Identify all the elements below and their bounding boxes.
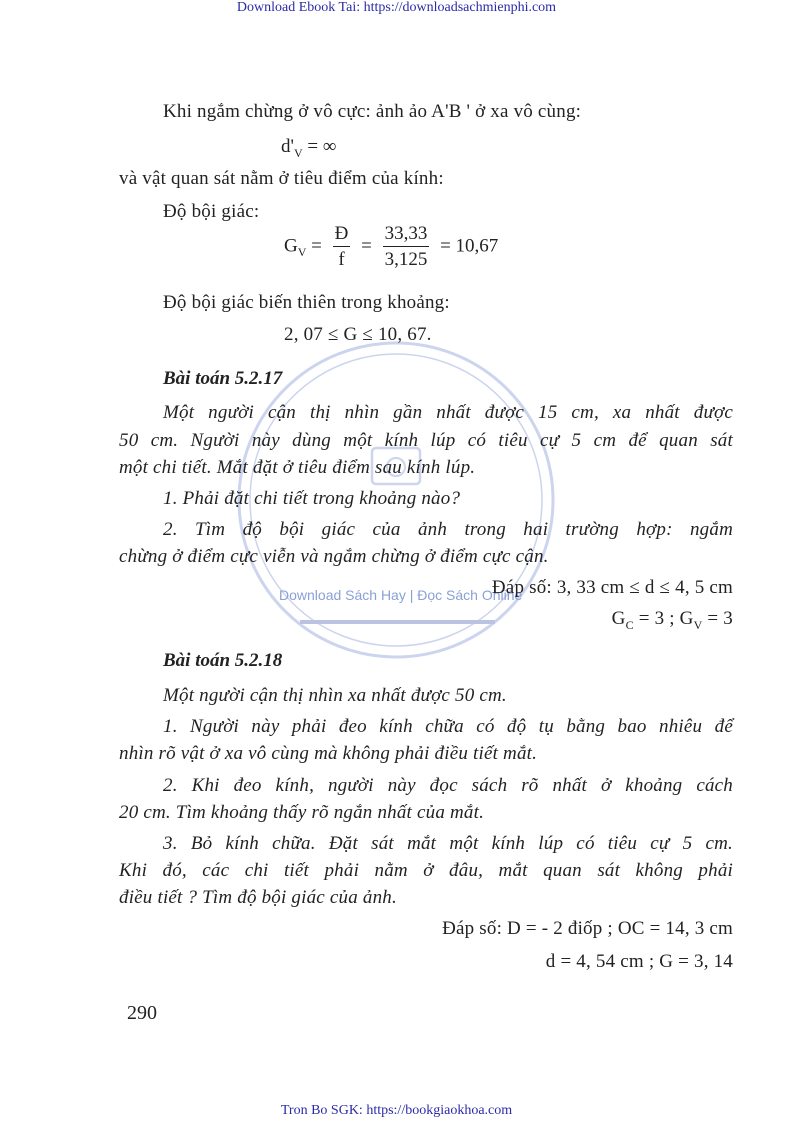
p17-line-4: 1. Phải đặt chi tiết trong khoảng nào? <box>163 488 461 509</box>
p18-line-2: 1. Người này phải đeo kính chữa có độ tụ bằng bao nhiêu để <box>163 716 733 737</box>
p18-line-1: Một người cận thị nhìn xa nhất được 50 cm. <box>163 685 507 706</box>
p18-line-3: nhìn rõ vật ở xa vô cùng mà không phải điều tiết mắt. <box>119 743 538 764</box>
p18-line-5: 20 cm. Tìm khoảng thấy rõ ngắn nhất của mắt. <box>119 802 485 823</box>
text-line-3: và vật quan sát nằm ở tiêu điểm của kính: <box>119 168 444 189</box>
text-line-7: 2, 07 ≤ G ≤ 10, 67. <box>284 324 432 345</box>
watermark-caption: Download Sách Hay | Đọc Sách Online <box>279 587 523 603</box>
header-download-link[interactable]: Download Ebook Tai: https://downloadsachmienphi.com <box>236 0 557 15</box>
text-line-6: Độ bội giác biến thiên trong khoảng: <box>163 292 450 313</box>
p17-line-3: một chi tiết. Mắt đặt ở tiêu điểm sau kính lúp. <box>119 457 476 478</box>
p18-line-8: điều tiết ? Tìm độ bội giác của ảnh. <box>119 887 397 908</box>
heading-bai-toan-5-2-18: Bài toán 5.2.18 <box>163 650 283 671</box>
p18-line-4: 2. Khi đeo kính, người này đọc sách rõ nhất ở khoảng cách <box>163 775 733 796</box>
p17-line-6: chừng ở điểm cực viễn và ngắm chừng ở điểm cực cận. <box>119 546 549 567</box>
page-number: 290 <box>127 1002 157 1024</box>
text-line-1: Khi ngắm chừng ở vô cực: ảnh ảo A'B ' ở xa vô cùng: <box>163 101 582 122</box>
answer-18-line-2: d = 4, 54 cm ; G = 3, 14 <box>545 951 733 972</box>
heading-bai-toan-5-2-17: Bài toán 5.2.17 <box>163 368 283 389</box>
formula-dv: $d'_V$ = ∞ <box>281 136 337 160</box>
formula-gv: $G_V$ = $\frac{Đ}{f}$ = $\frac{33,33}{3,125}$ = 10,67 <box>284 223 499 270</box>
p17-line-5: 2. Tìm độ bội giác của ảnh trong hai trường hợp: ngắm <box>163 519 733 540</box>
p18-line-7: Khi đó, các chi tiết phải nằm ở đâu, mắt quan sát không phải <box>119 860 733 881</box>
footer-sgk-link[interactable]: Tron Bo SGK: https://bookgiaokhoa.com <box>280 1103 513 1118</box>
answer-17-line-1: Đáp số: 3, 33 cm ≤ d ≤ 4, 5 cm <box>491 577 733 598</box>
answer-17-line-2: $G_C = 3$ ; $G_V = 3$ <box>611 608 733 632</box>
p18-line-6: 3. Bỏ kính chữa. Đặt sát mắt một kính lúp có tiêu cự 5 cm. <box>163 833 733 854</box>
p17-line-2: 50 cm. Người này dùng một kính lúp có tiêu cự 5 cm để quan sát <box>119 430 733 451</box>
answer-18-line-1: Đáp số: D = - 2 điốp ; OC = 14, 3 cm <box>442 918 733 939</box>
p17-line-1: Một người cận thị nhìn gần nhất được 15 cm, xa nhất được <box>163 402 733 423</box>
text-line-4: Độ bội giác: <box>163 201 260 222</box>
